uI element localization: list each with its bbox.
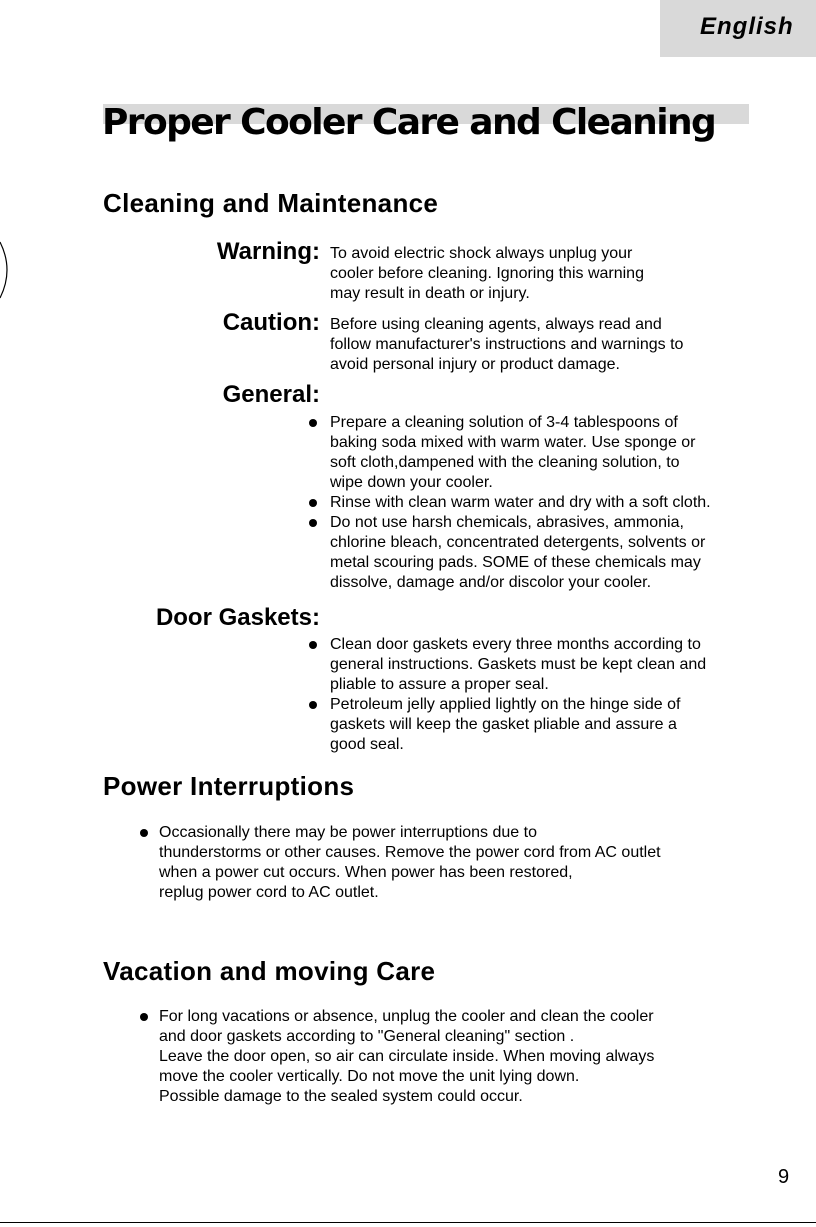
list-item: Rinse with clean warm water and dry with a soft cloth.: [330, 493, 711, 513]
general-label: General:: [222, 381, 320, 408]
list-item: Petroleum jelly applied lightly on the hinge side of gaskets will keep the gasket pliable and assure a good seal.: [330, 695, 706, 755]
list-item: Clean door gaskets every three months according to general instructions. Gaskets must be kept clean and pliable to assure a proper seal.: [330, 635, 706, 695]
gaskets-bullet-list: [330, 635, 706, 755]
bullet-icon: [309, 499, 317, 507]
section-heading-vacation: Vacation and moving Care: [103, 956, 436, 986]
general-bullet-list: [330, 413, 711, 593]
list-item: Occasionally there may be power interruptions due to thunderstorms or other causes. Remove the power cord from AC outlet when a power cut occurs. When power has been restored, replug power cord to AC outlet.: [159, 823, 661, 903]
list-item: Do not use harsh chemicals, abrasives, ammonia, chlorine bleach, concentrated detergents, solvents or metal scouring pads. SOME of these chemicals may dissolve, damage and/or discolor your cooler.: [330, 513, 711, 593]
caution-label: Caution:: [222, 309, 320, 336]
bottom-rule: [0, 1222, 816, 1223]
vacation-bullet-list: [159, 1007, 654, 1107]
list-item: Prepare a cleaning solution of 3-4 tablespoons of baking soda mixed with warm water. Use sponge or soft cloth,dampened with the cleaning solution, to wipe down your cooler.: [330, 413, 711, 493]
bullet-icon: [140, 1013, 148, 1021]
bullet-icon: [309, 419, 317, 427]
warning-label: Warning:: [216, 238, 320, 265]
page-title: Proper Cooler Care and Cleaning: [102, 102, 716, 143]
section-heading-power: Power Interruptions: [103, 771, 355, 801]
bullet-icon: [140, 829, 148, 837]
power-bullet-list: [159, 823, 661, 903]
warning-text: To avoid electric shock always unplug your cooler before cleaning. Ignoring this warning may result in death or injury.: [330, 245, 644, 302]
bullet-icon: [309, 519, 317, 527]
bullet-icon: [309, 641, 317, 649]
language-label: English: [700, 13, 794, 40]
section-heading-cleaning: Cleaning and Maintenance: [103, 188, 439, 218]
page-number: 9: [778, 1166, 790, 1188]
list-item: For long vacations or absence, unplug the cooler and clean the cooler and door gaskets according to "General cleaning" section . Leave the door open, so air can circulate inside. When moving always move the cooler vertically. Do not move the unit lying down. Possible damage to the sealed system could occur.: [159, 1007, 654, 1107]
door-gaskets-label: Door Gaskets:: [155, 604, 320, 631]
caution-text: Before using cleaning agents, always read and follow manufacturer's instructions and warnings to avoid personal injury or product damage.: [330, 316, 684, 373]
bullet-icon: [309, 701, 317, 709]
